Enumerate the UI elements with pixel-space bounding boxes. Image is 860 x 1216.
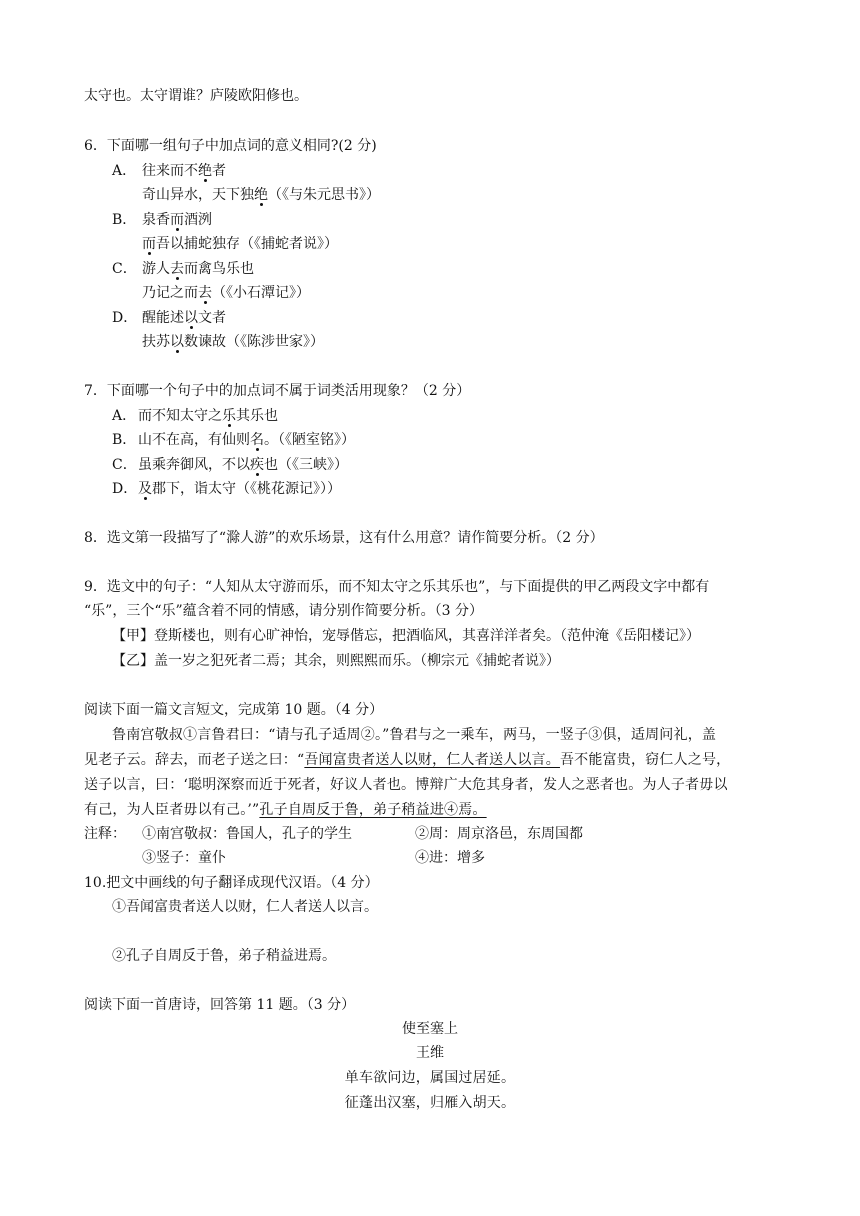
q7-option: D．及郡下，诣太守（《桃花源记》））	[112, 481, 341, 497]
dotted-word: 去	[198, 285, 212, 301]
note-3: ③竖子：童仆	[142, 850, 226, 866]
option-label: C．	[112, 261, 137, 277]
option-label: B．	[112, 212, 137, 228]
poem-line-1: 单车欲问边，属国过居延。	[344, 1070, 516, 1086]
q7-option: C．虽乘奔御风，不以疾也（《三峡》）	[112, 457, 348, 473]
poem-title: 使至塞上	[402, 1021, 458, 1037]
note-1: ①南宫敬叔：鲁国人，孔子的学生	[142, 826, 352, 842]
note-4: ④进：增多	[415, 850, 485, 866]
dotted-word: 绝	[198, 163, 212, 179]
option-label: B．	[112, 432, 137, 448]
underlined-sentence-1: 吾闻富贵者送人以财，仁人者送人以言。	[304, 752, 560, 768]
option-label: D．	[112, 481, 138, 497]
q6-option-line-2: 扶苏以数谏故（《陈涉世家》）	[142, 334, 324, 350]
reading10-intro: 阅读下面一篇文言短文，完成第 10 题。（4 分）	[84, 702, 384, 718]
q6-option: C． 游人去而禽鸟乐也	[112, 261, 254, 277]
dotted-word: 而	[142, 236, 156, 252]
dotted-word: 以	[184, 310, 198, 326]
notes-label: 注释：	[84, 826, 126, 842]
dotted-word: 以	[170, 334, 184, 350]
q6-option-line-2: 而吾以捕蛇独存（《捕蛇者说》）	[142, 236, 338, 252]
q9-excerpt-yi: 【乙】盖一岁之犯死者二焉；其余，则熙熙而乐。（柳宗元《捕蛇者说》）	[112, 653, 560, 669]
poem-line-2: 征蓬出汉塞，归雁入胡天。	[344, 1095, 516, 1111]
q10-sentence-1: ①吾闻富贵者送人以财，仁人者送人以言。	[112, 899, 378, 915]
underlined-sentence-2: 孔子自周反于鲁，弟子稍益进④焉。	[259, 802, 487, 818]
q6-option: A． 往来而不绝者	[112, 163, 226, 179]
passage-line-3: 送子以言，曰：‘聪明深察而近于死者，好议人者也。博辩广大危其身者，发人之恶者也。为人子者毋以	[84, 777, 728, 793]
option-label: A．	[112, 163, 137, 179]
dotted-word: 而	[170, 212, 184, 228]
dotted-word: 及	[138, 481, 152, 497]
passage-line-1: 鲁南宫敬叔①言鲁君曰：“请与孔子适周②。”鲁君与之一乘车，两马，一竖子③俱，适周问礼，盖	[112, 727, 717, 743]
q6-option-line-2: 奇山异水，天下独绝（《与朱元思书》）	[142, 187, 380, 203]
q7-option: A． 而不知太守之乐其乐也	[112, 408, 278, 424]
q9-excerpt-jia: 【甲】登斯楼也，则有心旷神怡，宠辱偕忘，把酒临风，其喜洋洋者矣。（范仲淹《岳阳楼记》）	[112, 628, 700, 644]
dotted-word: 绝	[254, 187, 268, 203]
option-label: C．	[112, 457, 137, 473]
q9-stem-line1: 9．选文中的句子：“人知从太守游而乐，而不知太守之乐其乐也”，与下面提供的甲乙两段文字中都有	[84, 579, 710, 595]
passage-end-line: 太守也。太守谓谁？庐陵欧阳修也。	[84, 88, 308, 104]
q8-stem: 8．选文第一段描写了“滁人游”的欢乐场景，这有什么用意？请作简要分析。（2 分）	[84, 530, 604, 546]
q6-option: D． 醒能述以文者	[112, 310, 226, 326]
q10-sentence-2: ②孔子自周反于鲁，弟子稍益进焉。	[112, 948, 336, 964]
dotted-word: 名	[250, 432, 264, 448]
q6-stem: 6．下面哪一组句子中加点词的意义相同?(2 分)	[84, 138, 377, 154]
option-label: A．	[112, 408, 137, 424]
poem-intro: 阅读下面一首唐诗，回答第 11 题。（3 分）	[84, 997, 356, 1013]
poem-author: 王维	[416, 1045, 444, 1061]
q6-option-line-2: 乃记之而去（《小石潭记》）	[142, 285, 310, 301]
option-label: D．	[112, 310, 138, 326]
q7-option: B． 山不在高，有仙则名。（《陋室铭》）	[112, 432, 355, 448]
q6-option: B． 泉香而酒洌	[112, 212, 212, 228]
dotted-word: 乐	[222, 408, 236, 424]
passage-line-4: 有己，为人臣者毋以有己。’”孔子自周反于鲁，弟子稍益进④焉。	[84, 802, 487, 818]
note-2: ②周：周京洛邑，东周国都	[415, 826, 583, 842]
q7-stem: 7．下面哪一个句子中的加点词不属于词类活用现象？（2 分）	[84, 383, 471, 399]
passage-line-2: 见老子云。辞去，而老子送之曰：“吾闻富贵者送人以财，仁人者送人以言。吾不能富贵，窃仁人之号，	[84, 752, 731, 768]
q9-stem-line2: “乐”，三个“乐”蕴含着不同的情感，请分别作简要分析。（3 分）	[84, 603, 483, 619]
dotted-word: 去	[170, 261, 184, 277]
dotted-word: 疾	[250, 457, 264, 473]
q10-stem: 10.把文中画线的句子翻译成现代汉语。（4 分）	[84, 875, 379, 891]
